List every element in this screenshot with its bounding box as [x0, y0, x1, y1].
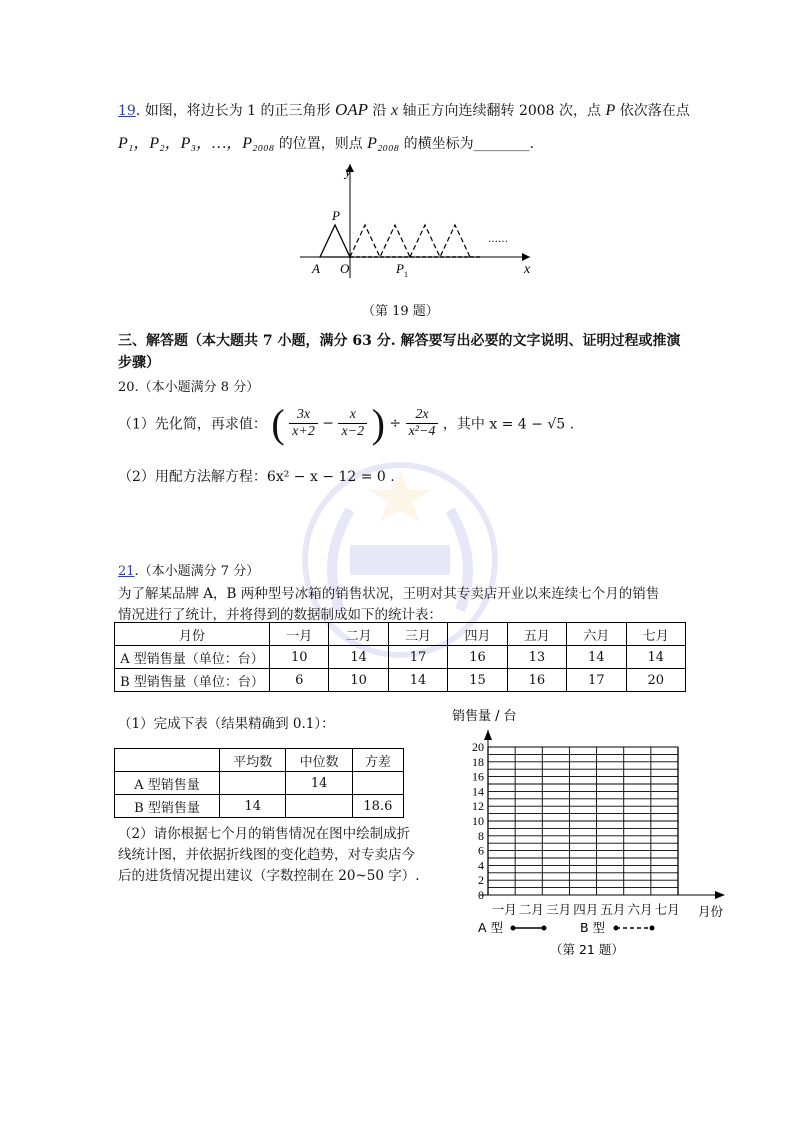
y-tick-label: 16	[472, 769, 484, 784]
chart-x-arrow	[715, 891, 725, 899]
chart-x-ticks	[492, 902, 680, 917]
q21-intro-line1: 为了解某品牌 A，B 两种型号冰箱的销售状况，王明对其专卖店开业以来连续七个月的销售	[118, 586, 660, 602]
y-tick-label: 18	[472, 754, 484, 769]
chart-y-arrow	[484, 730, 492, 740]
table-row: 平均数 中位数 方差	[115, 749, 404, 772]
q21-chart	[440, 700, 740, 960]
q19-number-link[interactable]: 19	[118, 103, 136, 119]
x-tick-label: 六月	[627, 902, 653, 917]
q21-header-text: .（本小题满分 7 分）	[134, 564, 260, 579]
p1-subscript: 1	[404, 270, 408, 279]
table-row: A 型销售量（单位：台） 10 14 17 16 13 14 14	[115, 646, 686, 669]
q19-oap: OAP	[335, 100, 369, 119]
q19-text-b: 沿	[372, 103, 387, 119]
divide-sign: ÷	[389, 415, 402, 432]
y-tick-label: 4	[478, 858, 484, 873]
sales-table	[114, 622, 686, 692]
y-tick-label: 10	[472, 814, 484, 828]
table-row: 月份 一月 二月 三月 四月 五月 六月 七月	[115, 623, 686, 646]
table-row: A 型销售量 14	[115, 772, 404, 795]
y-tick-label: 2	[478, 873, 484, 888]
q20-part1-suffix: ，其中 x = 4 − √5 .	[442, 416, 575, 433]
triangle-oap	[320, 225, 350, 257]
a-label: A	[312, 261, 320, 276]
q20-part2: （2）用配方法解方程：6x² − x − 12 = 0 .	[118, 469, 395, 485]
q19-line1	[118, 100, 690, 120]
y-tick-label: 8	[478, 828, 484, 843]
x-axis-arrow	[522, 253, 530, 261]
section3-heading-line1: 三、解答题（本大题共 7 小题，满分 63 分. 解答要写出必要的文字说明、证明过程或推演	[118, 333, 681, 349]
table-row: B 型销售量 14 18.6	[115, 795, 404, 818]
legend-a-label: A 型	[478, 920, 504, 935]
q20-part1-prefix: （1）先化简，再求值：	[118, 416, 267, 433]
legend-b-label: B 型	[580, 920, 606, 935]
q19-text-a: . 如图，将边长为 1 的正三角形	[135, 103, 331, 119]
right-paren: )	[371, 401, 385, 446]
q19-line2	[118, 130, 534, 153]
x-tick-label: 五月	[600, 902, 626, 917]
chart-ylabel: 销售量 / 台	[452, 709, 517, 724]
x-tick-label: 一月	[491, 902, 517, 917]
q21-sub1: （1）完成下表（结果精确到 0.1）：	[118, 716, 335, 732]
q19-figure	[300, 160, 550, 285]
q19-text-c: 轴正方向连续翻转 2008 次，点	[402, 103, 602, 119]
dashed-flips-1	[350, 225, 410, 257]
chart-caption: （第 21 题）	[550, 942, 624, 957]
continuation-dots: ……	[488, 234, 508, 245]
q21-sub2-line2: 线统计图，并依据折线图的变化趋势，对专卖店今	[118, 847, 415, 863]
chart-xlabel: 月份	[698, 904, 724, 919]
left-paren: (	[271, 401, 285, 446]
legend-b-dot	[650, 926, 655, 931]
p1-label: P	[396, 261, 404, 276]
x-tick-label: 七月	[654, 902, 680, 917]
q21-header	[118, 560, 259, 579]
legend-a-dot	[542, 926, 547, 931]
q19-text-e: 的位置，则点	[278, 136, 363, 152]
q19-text-d: 依次落在点	[619, 103, 690, 119]
legend-a-dot	[511, 926, 516, 931]
q19-points: P₁，P₂，P₃，…，P₂₀₀₈	[118, 135, 275, 152]
q19-p: P	[605, 102, 616, 119]
minus-sign: −	[322, 415, 335, 432]
fraction-3: $\frac{2x}{\text{x²−4}}$	[406, 407, 439, 440]
q19-caption: （第 19 题）	[362, 304, 439, 319]
x-tick-label: 四月	[573, 902, 599, 917]
q21-number-link[interactable]: 21	[118, 564, 135, 579]
q20-header: 20.（本小题满分 8 分）	[118, 380, 260, 395]
chart-y-ticks	[472, 740, 484, 902]
q20-part1	[118, 400, 574, 447]
p-label: P	[332, 208, 340, 223]
y-tick-label: 14	[472, 784, 484, 799]
q21-intro-line2: 情况进行了统计，并将得到的数据制成如下的统计表：	[118, 607, 442, 623]
y-tick-label: 12	[472, 799, 484, 814]
dashed-flips-2	[410, 225, 470, 257]
x-label: x	[524, 262, 531, 277]
chart-grid	[488, 747, 678, 895]
stats-table	[114, 748, 404, 818]
table-row: B 型销售量（单位：台） 6 10 14 15 16 17 20	[115, 669, 686, 692]
y-label: y	[345, 165, 352, 180]
q19-p2008: P₂₀₀₈	[367, 135, 400, 152]
x-tick-label: 三月	[546, 902, 572, 917]
y-tick-label: 6	[478, 843, 484, 858]
q21-sub2-line3: 后的进货情况提出建议（字数控制在 20~50 字）.	[118, 868, 420, 884]
y-tick-label: 20	[472, 740, 484, 754]
y-tick-label: 0	[478, 888, 484, 902]
q19-text-f: 的横坐标为________.	[403, 136, 535, 152]
q19-x: x	[390, 102, 399, 119]
x-tick-label: 二月	[518, 902, 544, 917]
legend-b-dot	[614, 926, 619, 931]
q21-sub2-line1: （2）请你根据七个月的销售情况在图中绘制成折	[118, 826, 411, 842]
o-label: O	[340, 261, 350, 276]
section3-heading-line2: 步骤）	[118, 355, 160, 371]
fraction-2: $\frac{x}{x-2}$	[338, 407, 367, 440]
fraction-1: $\frac{3x}{x+2}$	[289, 407, 318, 440]
